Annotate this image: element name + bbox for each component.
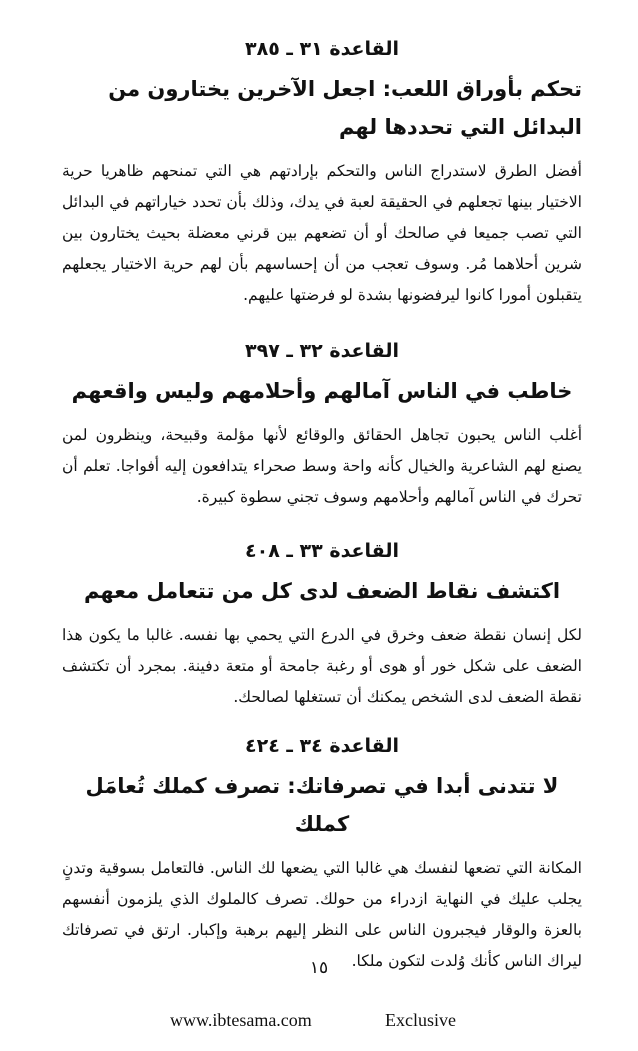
rule-31 — [62, 38, 582, 311]
rule-heading: القاعدة ٣٣ ـ ٤٠٨ — [245, 540, 399, 562]
rule-34 — [62, 735, 582, 977]
footer-tag: Exclusive — [385, 1010, 456, 1030]
rule-heading: القاعدة ٣١ ـ ٣٨٥ — [245, 38, 399, 60]
rule-heading: القاعدة ٣٢ ـ ٣٩٧ — [245, 340, 399, 362]
rule-title: تحكم بأوراق اللعب: اجعل الآخرين يختارون من البدائل التي تحددها لهم — [108, 77, 582, 139]
rule-32 — [62, 340, 582, 513]
rule-title: خاطب في الناس آمالهم وأحلامهم وليس واقعهم — [71, 379, 573, 403]
rule-33 — [62, 540, 582, 713]
rule-title: اكتشف نقاط الضعف لدى كل من تتعامل معهم — [83, 579, 561, 603]
rule-body: لكل إنسان نقطة ضعف وخرق في الدرع التي يحمي بها نفسه. غالبا ما يكون هذا الضعف على شكل خور أو هوى أو رغبة جامحة أو متعة دفينة. بمجرد أن تكتشف نقطة الضعف لدى الشخص يمكنك أن تستغلها لصالحك. — [62, 626, 582, 706]
page-number: ١٥ — [309, 958, 329, 978]
rule-body: أغلب الناس يحبون تجاهل الحقائق والوقائع لأنها مؤلمة وقبيحة، وينظرون لمن يصنع لهم الشاعرية والخيال كأنه واحة وسط صحراء يتدافعون إليه أفواجا. تعلم أن تحرك في الناس آمالهم وأحلامهم وسوف تجني سطوة كبيرة. — [62, 426, 583, 506]
footer-website-link[interactable]: www.ibtesama.com — [170, 1010, 312, 1030]
rule-title: لا تتدنى أبدا في تصرفاتك: تصرف كملك تُعامَل كملك — [85, 774, 559, 836]
rule-body: أفضل الطرق لاستدراج الناس والتحكم بإرادتهم هي التي تمنحهم ظاهريا حرية الاختيار بينها تجعلهم في الحقيقة لعبة في يدك، وذلك بأن تحدد خياراتهم في البدائل التي تصب جميعا في صالحك أو أن تضعهم بين قرني معضلة بحيث يختارون بين شرين أحلاهما مُر. وسوف تعجب من أن إحساسهم بأن لهم حرية الاختيار يجعلهم يتقبلون أمورا كانوا ليرفضونها بشدة لو فرضتها عليهم. — [62, 162, 582, 304]
rule-heading: القاعدة ٣٤ ـ ٤٢٤ — [245, 735, 399, 757]
rule-body: المكانة التي تضعها لنفسك هي غالبا التي يضعها لك الناس. فالتعامل بسوقية وتدنٍ يجلب عليك في النهاية ازدراء من حولك. تصرف كالملوك الذي يلزمون أنفسهم بالعزة والوقار فيجبرون الناس على النظر إليهم برهبة وإكبار. ارتق في تصرفاتك ليراك الناس كأنك وُلدت لتكون ملكا. — [62, 859, 582, 970]
